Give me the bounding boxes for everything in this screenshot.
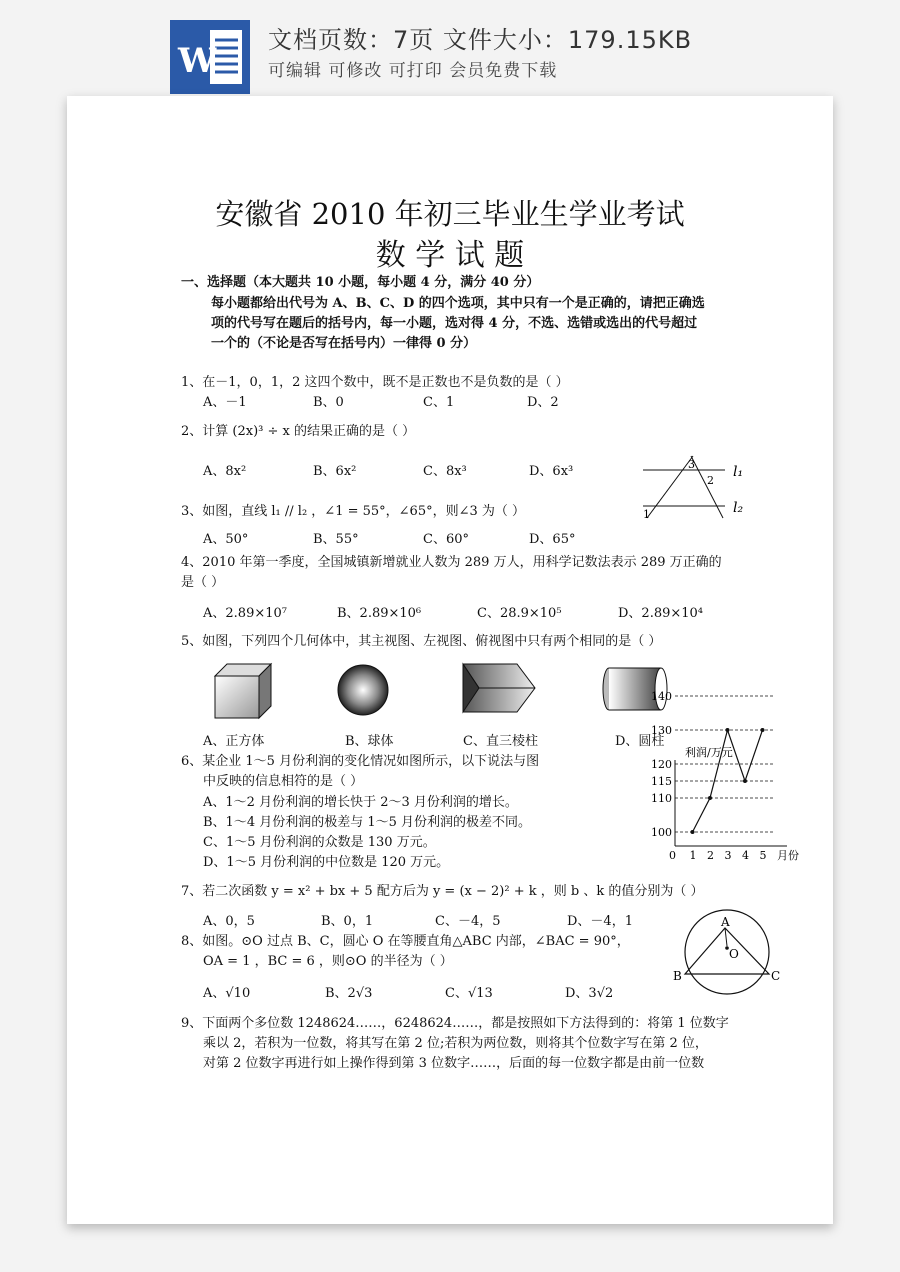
- question-9-line: 乘以 2，若积为一位数，将其写在第 2 位;若积为两位数，则将其个位数字写在第 2 位，: [203, 1036, 708, 1051]
- label-l2: l₂: [733, 500, 744, 516]
- q7-option-c: C、－4，5: [435, 914, 501, 929]
- point-b-label: B: [673, 969, 682, 983]
- point-o-label: O: [729, 947, 739, 961]
- q6-option-b: B、1～4 月份利润的极差与 1～5 月份利润的极差不同。: [203, 815, 532, 830]
- instruction-line: 项的代号写在题后的括号内，每一小题，选对得 4 分，不选、选错或选出的代号超过: [211, 316, 698, 331]
- question-8-stem: 8、如图。⊙O 过点 B、C，圆心 O 在等腰直角△ABC 内部，∠BAC = 90°，: [181, 934, 630, 949]
- q2-option-a: A、8x²: [203, 464, 247, 479]
- word-document-icon: [170, 20, 250, 94]
- chart-y-tick-label: 120: [651, 758, 672, 771]
- sphere-figure: [335, 662, 391, 718]
- q5-option-d: D、圆柱: [615, 734, 665, 749]
- question-8-stem-cont: OA = 1 ，BC = 6 ，则⊙O 的半径为（ ）: [203, 954, 453, 969]
- question-4-stem: 4、2010 年第一季度，全国城镇新增就业人数为 289 万人，用科学记数法表示 289 万正确的: [181, 555, 722, 570]
- angle-3-label: 3: [688, 458, 695, 471]
- q7-option-a: A、0，5: [203, 914, 255, 929]
- q4-option-b: B、2.89×10⁶: [337, 606, 422, 621]
- q5-option-c: C、直三棱柱: [463, 734, 538, 749]
- q8-option-d: D、3√2: [565, 986, 614, 1001]
- q1-option-a: A、－1: [203, 395, 247, 410]
- chart-x-tick-label: 1: [689, 849, 697, 862]
- q2-option-b: B、6x²: [313, 464, 357, 479]
- parallel-lines-figure: [637, 452, 757, 524]
- cube-figure: [215, 660, 279, 720]
- instruction-line: 一个的（不论是否写在括号内）一律得 0 分）: [211, 336, 477, 351]
- triangular-prism-figure: [459, 662, 539, 718]
- section-heading: 一、选择题（本大题共 10 小题，每小题 4 分，满分 40 分）: [181, 275, 540, 290]
- document-page: [67, 96, 833, 1224]
- chart-data-point: [743, 779, 747, 783]
- question-2-stem: 2、计算 (2x)³ ÷ x 的结果正确的是（ ）: [181, 424, 416, 439]
- q5-option-b: B、球体: [345, 734, 394, 749]
- download-banner: [0, 0, 900, 96]
- question-9-line: 对第 2 位数字再进行如上操作得到第 3 位数字……，后面的每一位数字都是由前一位数: [203, 1056, 705, 1071]
- exam-title: 安徽省 2010 年初三毕业生学业考试: [215, 197, 685, 231]
- q3-option-a: A、50°: [203, 532, 249, 547]
- chart-y-tick-label: 115: [651, 775, 672, 788]
- chart-x-tick-label: 3: [724, 849, 732, 862]
- chart-data-point: [708, 796, 712, 800]
- q6-option-c: C、1～5 月份利润的众数是 130 万元。: [203, 835, 436, 850]
- chart-y-tick-label: 130: [651, 724, 672, 737]
- instruction-line: 每小题都给出代号为 A、B、C、D 的四个选项，其中只有一个是正确的，请把正确选: [211, 296, 705, 311]
- q3-option-d: D、65°: [529, 532, 576, 547]
- label-l1: l₁: [733, 464, 744, 480]
- chart-y-tick-label: 110: [651, 792, 672, 805]
- chart-y-axis-label: 利润/万元: [685, 746, 733, 759]
- question-3-stem: 3、如图，直线 l₁ // l₂ ，∠1 = 55°，∠65°，则∠3 为（ ）: [181, 504, 526, 519]
- q3-option-c: C、60°: [423, 532, 469, 547]
- exam-subtitle: 数 学 试 题: [375, 238, 525, 273]
- chart-x-tick-label: 4: [742, 849, 749, 862]
- q4-option-d: D、2.89×10⁴: [618, 606, 704, 621]
- file-info-title: 文档页数：7页 文件大小：179.15KB: [268, 26, 693, 54]
- chart-x-tick-label: 2: [707, 849, 714, 862]
- q5-option-a: A、正方体: [203, 734, 265, 749]
- angle-2-label: 2: [707, 474, 714, 487]
- point-c-label: C: [771, 969, 781, 983]
- q4-option-c: C、28.9×10⁵: [477, 606, 562, 621]
- point-a-label: A: [721, 915, 730, 929]
- chart-x-tick-label: 5: [759, 849, 767, 862]
- chart-data-point: [761, 728, 765, 732]
- question-6-stem: 6、某企业 1～5 月份利润的变化情况如图所示，以下说法与图: [181, 754, 540, 769]
- q6-option-a: A、1～2 月份利润的增长快于 2～3 月份利润的增长。: [203, 795, 518, 810]
- chart-x-axis-label: 月份: [777, 849, 799, 862]
- q2-option-d: D、6x³: [529, 464, 574, 479]
- question-6-stem-cont: 中反映的信息相符的是（ ）: [203, 774, 364, 789]
- question-9-line: 9、下面两个多位数 1248624……，6248624……，都是按照如下方法得到的：将第 1 位数字: [181, 1016, 729, 1031]
- q8-option-a: A、√10: [203, 986, 251, 1001]
- question-1-stem: 1、在－1，0，1，2 这四个数中，既不是正数也不是负数的是（ ）: [181, 375, 569, 390]
- question-5-stem: 5、如图，下列四个几何体中，其主视图、左视图、俯视图中只有两个相同的是（ ）: [181, 634, 662, 649]
- q7-option-b: B、0，1: [321, 914, 374, 929]
- chart-x-tick-label: 0: [669, 849, 676, 862]
- chart-data-point: [691, 830, 695, 834]
- q1-option-d: D、2: [527, 395, 559, 410]
- q8-option-b: B、2√3: [325, 986, 373, 1001]
- word-icon-letter: W: [178, 41, 217, 81]
- chart-y-tick-label: 140: [651, 690, 672, 703]
- chart-data-point: [726, 728, 730, 732]
- file-info-subtitle: 可编辑 可修改 可打印 会员免费下载: [268, 61, 558, 81]
- q2-option-c: C、8x³: [423, 464, 467, 479]
- q6-option-d: D、1～5 月份利润的中位数是 120 万元。: [203, 855, 450, 870]
- q4-option-a: A、2.89×10⁷: [203, 606, 287, 621]
- question-7-stem: 7、若二次函数 y = x² + bx + 5 配方后为 y = (x − 2)² + k ，则 b 、k 的值分别为（ ）: [181, 884, 704, 899]
- q8-option-c: C、√13: [445, 986, 493, 1001]
- chart-y-tick-label: 100: [651, 826, 672, 839]
- q1-option-b: B、0: [313, 395, 344, 410]
- transversal-1: [647, 456, 693, 518]
- q7-option-d: D、－4，1: [567, 914, 633, 929]
- q1-option-c: C、1: [423, 395, 455, 410]
- circle-triangle-figure: [671, 908, 787, 994]
- question-4-stem-cont: 是（ ）: [181, 575, 225, 590]
- profit-line-chart: [647, 690, 807, 870]
- angle-1-label: 1: [643, 508, 650, 521]
- transversal-2: [691, 456, 723, 518]
- q3-option-b: B、55°: [313, 532, 359, 547]
